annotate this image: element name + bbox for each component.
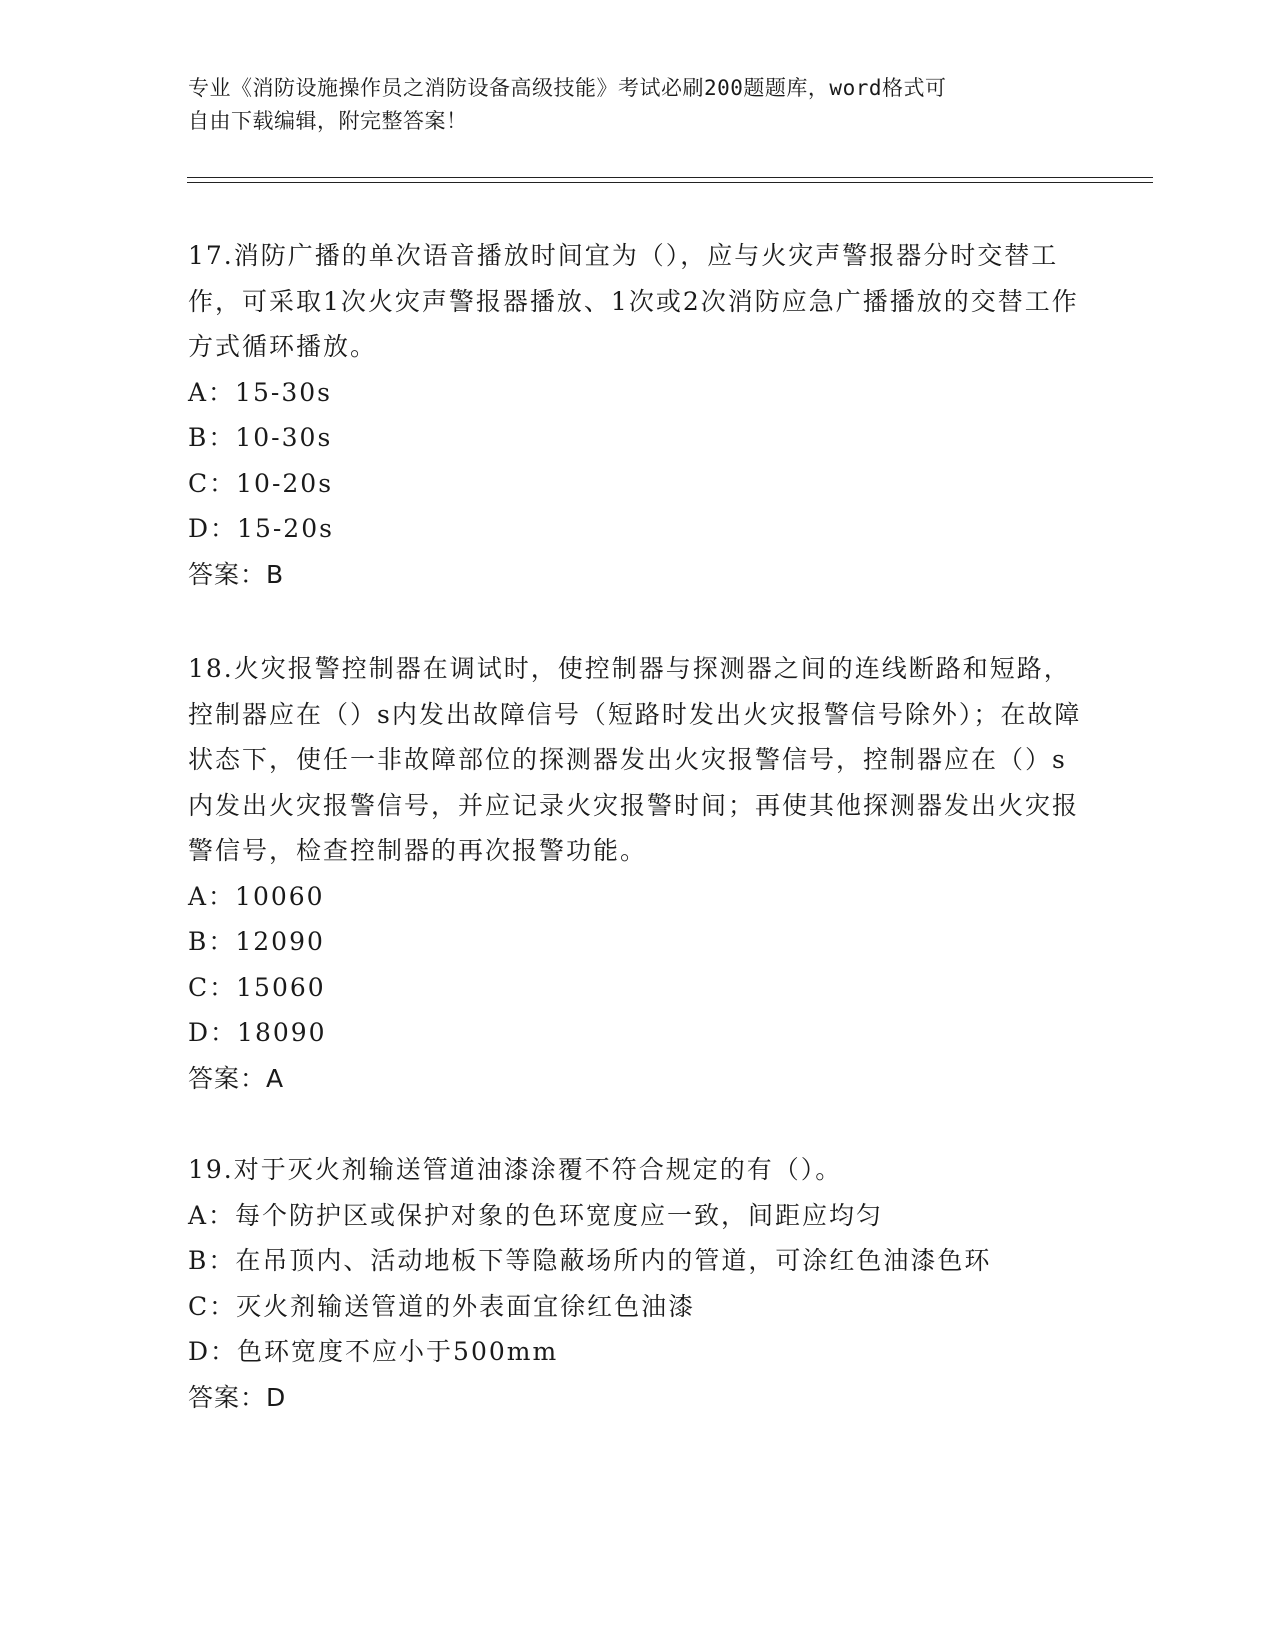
option-a: A：10060 xyxy=(188,881,325,911)
question-stem: 19.对于灭火剂输送管道油漆涂覆不符合规定的有（）。 xyxy=(188,1155,843,1184)
answer-line: 答案：A xyxy=(188,1063,285,1093)
option-a: A：每个防护区或保护对象的色环宽度应一致，间距应均匀 xyxy=(188,1200,884,1230)
document-header xyxy=(188,72,1088,138)
question-stem: 18.火灾报警控制器在调试时，使控制器与探测器之间的连线断路和短路，控制器应在（）s内发出故障信号（短路时发出火灾报警信号除外）；在故障状态下，使任一非故障部位的探测器发出火灾报警信号，控制器应在（）s内发出火灾报警信号，并应记录火灾报警时间；再使其他探测器发出火灾报警信号，检查控制器的再次报警功能。 xyxy=(188,654,1082,865)
header-line-2: 自由下载编辑，附完整答案！ xyxy=(188,109,468,133)
answer-line: 答案：D xyxy=(188,1382,287,1412)
option-b: B：12090 xyxy=(188,927,325,956)
option-c: C：10-20s xyxy=(188,468,334,498)
answer-line: 答案：B xyxy=(188,559,285,589)
option-c: C：15060 xyxy=(188,972,326,1002)
option-b: B：10-30s xyxy=(188,423,333,452)
question-19 xyxy=(188,1147,1088,1420)
question-18 xyxy=(188,646,1088,1101)
option-d: D：色环宽度不应小于500mm xyxy=(188,1337,559,1366)
question-17 xyxy=(188,233,1088,597)
header-divider-top xyxy=(187,177,1153,178)
option-d: D：18090 xyxy=(188,1018,327,1047)
option-a: A：15-30s xyxy=(188,377,332,407)
option-b: B：在吊顶内、活动地板下等隐蔽场所内的管道，可涂红色油漆色环 xyxy=(188,1246,992,1275)
question-stem: 17.消防广播的单次语音播放时间宜为（），应与火灾声警报器分时交替工作，可采取1次火灾声警报器播放、1次或2次消防应急广播播放的交替工作方式循环播放。 xyxy=(188,241,1079,361)
header-line-1: 专业《消防设施操作员之消防设备高级技能》考试必刷200题题库，word格式可 xyxy=(188,76,947,100)
header-divider-bottom xyxy=(187,182,1153,183)
option-c: C：灭火剂输送管道的外表面宜徐红色油漆 xyxy=(188,1291,696,1321)
option-d: D：15-20s xyxy=(188,514,334,543)
